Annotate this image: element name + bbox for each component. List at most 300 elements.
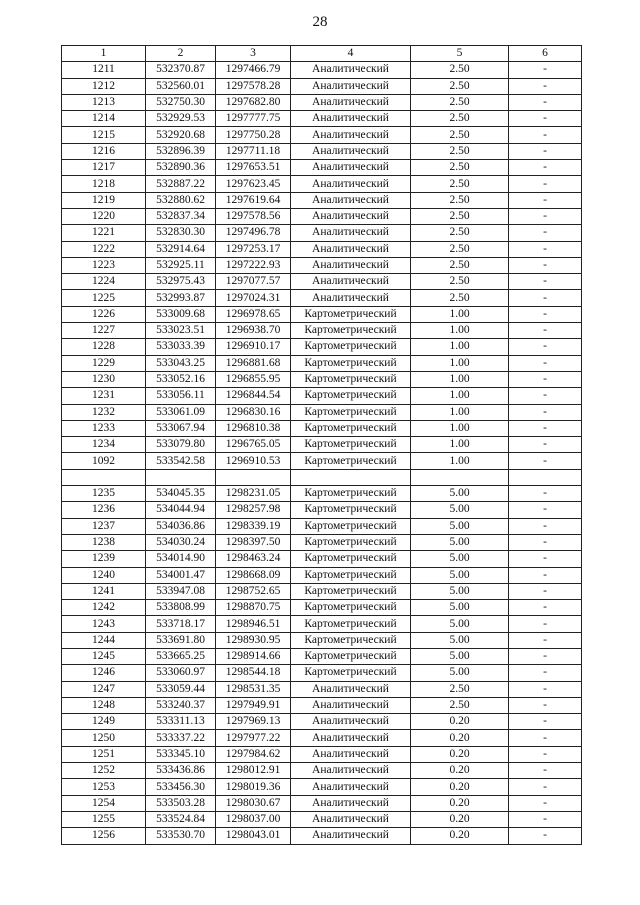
table-row — [62, 551, 582, 567]
x-coordinate-cell: 532896.39 — [146, 143, 216, 159]
accuracy-cell: 0.20 — [411, 828, 509, 844]
point-number-cell: 1253 — [62, 779, 146, 795]
table-row — [62, 355, 582, 371]
coordinates-table — [61, 45, 582, 845]
accuracy-cell: 5.00 — [411, 648, 509, 664]
accuracy-cell — [411, 469, 509, 485]
x-coordinate-cell: 533060.97 — [146, 665, 216, 681]
method-cell: Картометрический — [291, 306, 411, 322]
accuracy-cell: 2.50 — [411, 160, 509, 176]
accuracy-cell: 2.50 — [411, 127, 509, 143]
note-cell: - — [509, 355, 582, 371]
note-cell: - — [509, 420, 582, 436]
table-header-row — [62, 46, 582, 62]
method-cell: Аналитический — [291, 681, 411, 697]
header-col-5: 5 — [411, 46, 509, 62]
note-cell: - — [509, 241, 582, 257]
table-row — [62, 730, 582, 746]
x-coordinate-cell: 533947.08 — [146, 583, 216, 599]
point-number-cell: 1213 — [62, 94, 146, 110]
accuracy-cell: 2.50 — [411, 94, 509, 110]
accuracy-cell: 5.00 — [411, 632, 509, 648]
table-row — [62, 257, 582, 273]
method-cell: Картометрический — [291, 567, 411, 583]
method-cell: Картометрический — [291, 616, 411, 632]
note-cell: - — [509, 306, 582, 322]
table-row — [62, 648, 582, 664]
method-cell: Аналитический — [291, 160, 411, 176]
y-coordinate-cell: 1298930.95 — [216, 632, 291, 648]
note-cell: - — [509, 78, 582, 94]
method-cell: Картометрический — [291, 665, 411, 681]
method-cell: Картометрический — [291, 583, 411, 599]
method-cell: Аналитический — [291, 143, 411, 159]
note-cell: - — [509, 583, 582, 599]
point-number-cell: 1224 — [62, 274, 146, 290]
accuracy-cell: 2.50 — [411, 697, 509, 713]
table-row — [62, 437, 582, 453]
y-coordinate-cell: 1298668.09 — [216, 567, 291, 583]
accuracy-cell: 5.00 — [411, 665, 509, 681]
method-cell: Аналитический — [291, 697, 411, 713]
note-cell: - — [509, 274, 582, 290]
y-coordinate-cell: 1297623.45 — [216, 176, 291, 192]
x-coordinate-cell: 532837.34 — [146, 208, 216, 224]
method-cell: Аналитический — [291, 111, 411, 127]
table-row — [62, 632, 582, 648]
method-cell: Картометрический — [291, 420, 411, 436]
header-col-6: 6 — [509, 46, 582, 62]
point-number-cell: 1238 — [62, 534, 146, 550]
point-number-cell: 1223 — [62, 257, 146, 273]
method-cell: Аналитический — [291, 241, 411, 257]
point-number-cell: 1211 — [62, 62, 146, 78]
point-number-cell: 1215 — [62, 127, 146, 143]
table-row — [62, 746, 582, 762]
y-coordinate-cell: 1298019.36 — [216, 779, 291, 795]
table-row — [62, 127, 582, 143]
table-body — [62, 62, 582, 844]
point-number-cell: 1244 — [62, 632, 146, 648]
point-number-cell — [62, 469, 146, 485]
note-cell: - — [509, 567, 582, 583]
point-number-cell: 1231 — [62, 388, 146, 404]
point-number-cell: 1245 — [62, 648, 146, 664]
table-row — [62, 420, 582, 436]
method-cell: Картометрический — [291, 600, 411, 616]
table-row — [62, 681, 582, 697]
accuracy-cell: 2.50 — [411, 225, 509, 241]
accuracy-cell: 2.50 — [411, 192, 509, 208]
x-coordinate-cell: 533345.10 — [146, 746, 216, 762]
point-number-cell: 1241 — [62, 583, 146, 599]
accuracy-cell: 0.20 — [411, 730, 509, 746]
accuracy-cell: 1.00 — [411, 339, 509, 355]
header-col-1: 1 — [62, 46, 146, 62]
method-cell: Картометрический — [291, 453, 411, 469]
point-number-cell: 1233 — [62, 420, 146, 436]
y-coordinate-cell: 1297619.64 — [216, 192, 291, 208]
x-coordinate-cell: 532975.43 — [146, 274, 216, 290]
note-cell: - — [509, 665, 582, 681]
table-row — [62, 453, 582, 469]
point-number-cell: 1248 — [62, 697, 146, 713]
x-coordinate-cell: 534036.86 — [146, 518, 216, 534]
point-number-cell: 1230 — [62, 371, 146, 387]
x-coordinate-cell: 534044.94 — [146, 502, 216, 518]
note-cell: - — [509, 339, 582, 355]
page-number: 28 — [312, 14, 328, 30]
method-cell: Аналитический — [291, 78, 411, 94]
accuracy-cell: 2.50 — [411, 143, 509, 159]
x-coordinate-cell: 533665.25 — [146, 648, 216, 664]
y-coordinate-cell: 1298752.65 — [216, 583, 291, 599]
method-cell: Картометрический — [291, 339, 411, 355]
method-cell: Аналитический — [291, 828, 411, 844]
note-cell: - — [509, 518, 582, 534]
table-row — [62, 208, 582, 224]
table-row — [62, 567, 582, 583]
method-cell: Аналитический — [291, 62, 411, 78]
table-row — [62, 828, 582, 844]
x-coordinate-cell: 532887.22 — [146, 176, 216, 192]
accuracy-cell: 1.00 — [411, 420, 509, 436]
y-coordinate-cell: 1298544.18 — [216, 665, 291, 681]
point-number-cell: 1225 — [62, 290, 146, 306]
point-number-cell: 1228 — [62, 339, 146, 355]
table-row — [62, 225, 582, 241]
y-coordinate-cell: 1298030.67 — [216, 795, 291, 811]
y-coordinate-cell: 1298463.24 — [216, 551, 291, 567]
note-cell: - — [509, 437, 582, 453]
point-number-cell: 1250 — [62, 730, 146, 746]
y-coordinate-cell: 1298231.05 — [216, 486, 291, 502]
method-cell: Картометрический — [291, 388, 411, 404]
table-row — [62, 241, 582, 257]
accuracy-cell: 5.00 — [411, 502, 509, 518]
x-coordinate-cell: 532560.01 — [146, 78, 216, 94]
table-row — [62, 339, 582, 355]
note-cell: - — [509, 502, 582, 518]
note-cell: - — [509, 111, 582, 127]
table-row — [62, 502, 582, 518]
note-cell: - — [509, 681, 582, 697]
note-cell: - — [509, 811, 582, 827]
x-coordinate-cell: 533067.94 — [146, 420, 216, 436]
method-cell: Аналитический — [291, 225, 411, 241]
note-cell: - — [509, 648, 582, 664]
y-coordinate-cell: 1296810.38 — [216, 420, 291, 436]
accuracy-cell: 0.20 — [411, 795, 509, 811]
y-coordinate-cell: 1297466.79 — [216, 62, 291, 78]
accuracy-cell: 0.20 — [411, 714, 509, 730]
method-cell: Аналитический — [291, 94, 411, 110]
accuracy-cell: 5.00 — [411, 534, 509, 550]
note-cell: - — [509, 257, 582, 273]
method-cell: Аналитический — [291, 763, 411, 779]
accuracy-cell: 2.50 — [411, 176, 509, 192]
y-coordinate-cell: 1298012.91 — [216, 763, 291, 779]
y-coordinate-cell: 1297777.75 — [216, 111, 291, 127]
method-cell: Картометрический — [291, 323, 411, 339]
accuracy-cell: 2.50 — [411, 290, 509, 306]
method-cell: Аналитический — [291, 811, 411, 827]
y-coordinate-cell — [216, 469, 291, 485]
accuracy-cell: 1.00 — [411, 453, 509, 469]
x-coordinate-cell: 533052.16 — [146, 371, 216, 387]
x-coordinate-cell: 533436.86 — [146, 763, 216, 779]
note-cell: - — [509, 323, 582, 339]
table-row — [62, 290, 582, 306]
method-cell: Картометрический — [291, 371, 411, 387]
accuracy-cell: 2.50 — [411, 78, 509, 94]
y-coordinate-cell: 1297984.62 — [216, 746, 291, 762]
note-cell: - — [509, 404, 582, 420]
y-coordinate-cell: 1297682.80 — [216, 94, 291, 110]
accuracy-cell: 0.20 — [411, 779, 509, 795]
x-coordinate-cell: 532920.68 — [146, 127, 216, 143]
x-coordinate-cell: 533808.99 — [146, 600, 216, 616]
table-row — [62, 600, 582, 616]
y-coordinate-cell: 1296855.95 — [216, 371, 291, 387]
x-coordinate-cell: 533691.80 — [146, 632, 216, 648]
x-coordinate-cell: 533061.09 — [146, 404, 216, 420]
table-row — [62, 323, 582, 339]
table-row — [62, 469, 582, 485]
accuracy-cell: 2.50 — [411, 241, 509, 257]
y-coordinate-cell: 1296881.68 — [216, 355, 291, 371]
note-cell: - — [509, 632, 582, 648]
accuracy-cell: 2.50 — [411, 681, 509, 697]
y-coordinate-cell: 1297222.93 — [216, 257, 291, 273]
method-cell: Картометрический — [291, 632, 411, 648]
y-coordinate-cell: 1297024.31 — [216, 290, 291, 306]
x-coordinate-cell: 533240.37 — [146, 697, 216, 713]
table-row — [62, 665, 582, 681]
note-cell: - — [509, 371, 582, 387]
x-coordinate-cell: 533530.70 — [146, 828, 216, 844]
point-number-cell: 1246 — [62, 665, 146, 681]
y-coordinate-cell: 1296830.16 — [216, 404, 291, 420]
point-number-cell: 1256 — [62, 828, 146, 844]
accuracy-cell: 2.50 — [411, 257, 509, 273]
x-coordinate-cell: 532370.87 — [146, 62, 216, 78]
accuracy-cell: 1.00 — [411, 404, 509, 420]
table-row — [62, 697, 582, 713]
method-cell: Аналитический — [291, 714, 411, 730]
method-cell: Аналитический — [291, 208, 411, 224]
y-coordinate-cell: 1298870.75 — [216, 600, 291, 616]
x-coordinate-cell: 534014.90 — [146, 551, 216, 567]
point-number-cell: 1251 — [62, 746, 146, 762]
note-cell: - — [509, 290, 582, 306]
y-coordinate-cell: 1298531.35 — [216, 681, 291, 697]
y-coordinate-cell: 1296765.05 — [216, 437, 291, 453]
x-coordinate-cell: 532914.64 — [146, 241, 216, 257]
x-coordinate-cell: 533023.51 — [146, 323, 216, 339]
method-cell: Аналитический — [291, 746, 411, 762]
y-coordinate-cell: 1298037.00 — [216, 811, 291, 827]
note-cell: - — [509, 176, 582, 192]
y-coordinate-cell: 1297949.91 — [216, 697, 291, 713]
x-coordinate-cell: 532880.62 — [146, 192, 216, 208]
accuracy-cell: 2.50 — [411, 111, 509, 127]
note-cell: - — [509, 697, 582, 713]
table-row — [62, 371, 582, 387]
method-cell: Аналитический — [291, 257, 411, 273]
y-coordinate-cell: 1297578.28 — [216, 78, 291, 94]
point-number-cell: 1252 — [62, 763, 146, 779]
x-coordinate-cell — [146, 469, 216, 485]
method-cell: Аналитический — [291, 290, 411, 306]
x-coordinate-cell: 534030.24 — [146, 534, 216, 550]
point-number-cell: 1214 — [62, 111, 146, 127]
accuracy-cell: 2.50 — [411, 208, 509, 224]
note-cell: - — [509, 127, 582, 143]
note-cell: - — [509, 534, 582, 550]
note-cell: - — [509, 828, 582, 844]
table-row — [62, 94, 582, 110]
table-row — [62, 811, 582, 827]
note-cell: - — [509, 225, 582, 241]
x-coordinate-cell: 533059.44 — [146, 681, 216, 697]
table-row — [62, 486, 582, 502]
table-row — [62, 160, 582, 176]
note-cell: - — [509, 143, 582, 159]
point-number-cell: 1240 — [62, 567, 146, 583]
note-cell — [509, 469, 582, 485]
note-cell: - — [509, 94, 582, 110]
accuracy-cell: 1.00 — [411, 388, 509, 404]
note-cell: - — [509, 730, 582, 746]
table-row — [62, 795, 582, 811]
method-cell: Картометрический — [291, 502, 411, 518]
y-coordinate-cell: 1297077.57 — [216, 274, 291, 290]
y-coordinate-cell: 1296910.53 — [216, 453, 291, 469]
point-number-cell: 1092 — [62, 453, 146, 469]
table-row — [62, 176, 582, 192]
point-number-cell: 1237 — [62, 518, 146, 534]
point-number-cell: 1235 — [62, 486, 146, 502]
point-number-cell: 1254 — [62, 795, 146, 811]
note-cell: - — [509, 714, 582, 730]
y-coordinate-cell: 1297653.51 — [216, 160, 291, 176]
x-coordinate-cell: 532929.53 — [146, 111, 216, 127]
accuracy-cell: 0.20 — [411, 763, 509, 779]
note-cell: - — [509, 160, 582, 176]
x-coordinate-cell: 533079.80 — [146, 437, 216, 453]
x-coordinate-cell: 533043.25 — [146, 355, 216, 371]
point-number-cell: 1217 — [62, 160, 146, 176]
x-coordinate-cell: 533524.84 — [146, 811, 216, 827]
table-row — [62, 404, 582, 420]
note-cell: - — [509, 551, 582, 567]
method-cell: Картометрический — [291, 486, 411, 502]
note-cell: - — [509, 62, 582, 78]
point-number-cell: 1212 — [62, 78, 146, 94]
y-coordinate-cell: 1296978.65 — [216, 306, 291, 322]
method-cell: Картометрический — [291, 518, 411, 534]
method-cell: Картометрический — [291, 551, 411, 567]
accuracy-cell: 1.00 — [411, 437, 509, 453]
method-cell: Аналитический — [291, 192, 411, 208]
point-number-cell: 1219 — [62, 192, 146, 208]
x-coordinate-cell: 533311.13 — [146, 714, 216, 730]
x-coordinate-cell: 532750.30 — [146, 94, 216, 110]
method-cell — [291, 469, 411, 485]
point-number-cell: 1216 — [62, 143, 146, 159]
x-coordinate-cell: 534045.35 — [146, 486, 216, 502]
point-number-cell: 1234 — [62, 437, 146, 453]
x-coordinate-cell: 533033.39 — [146, 339, 216, 355]
accuracy-cell: 1.00 — [411, 371, 509, 387]
table-row — [62, 779, 582, 795]
y-coordinate-cell: 1298043.01 — [216, 828, 291, 844]
table-row — [62, 192, 582, 208]
x-coordinate-cell: 532830.30 — [146, 225, 216, 241]
note-cell: - — [509, 779, 582, 795]
table-row — [62, 274, 582, 290]
y-coordinate-cell: 1298914.66 — [216, 648, 291, 664]
point-number-cell: 1232 — [62, 404, 146, 420]
note-cell: - — [509, 746, 582, 762]
y-coordinate-cell: 1298946.51 — [216, 616, 291, 632]
method-cell: Аналитический — [291, 274, 411, 290]
accuracy-cell: 1.00 — [411, 355, 509, 371]
note-cell: - — [509, 453, 582, 469]
header-col-3: 3 — [216, 46, 291, 62]
table-row — [62, 62, 582, 78]
x-coordinate-cell: 532993.87 — [146, 290, 216, 306]
accuracy-cell: 2.50 — [411, 62, 509, 78]
point-number-cell: 1226 — [62, 306, 146, 322]
table-row — [62, 616, 582, 632]
table-row — [62, 518, 582, 534]
y-coordinate-cell: 1297977.22 — [216, 730, 291, 746]
table-row — [62, 78, 582, 94]
accuracy-cell: 5.00 — [411, 518, 509, 534]
point-number-cell: 1222 — [62, 241, 146, 257]
table-row — [62, 388, 582, 404]
accuracy-cell: 0.20 — [411, 746, 509, 762]
accuracy-cell: 5.00 — [411, 616, 509, 632]
method-cell: Аналитический — [291, 176, 411, 192]
y-coordinate-cell: 1296844.54 — [216, 388, 291, 404]
header-col-2: 2 — [146, 46, 216, 62]
y-coordinate-cell: 1298397.50 — [216, 534, 291, 550]
table-row — [62, 763, 582, 779]
method-cell: Аналитический — [291, 795, 411, 811]
accuracy-cell: 5.00 — [411, 486, 509, 502]
x-coordinate-cell: 533718.17 — [146, 616, 216, 632]
y-coordinate-cell: 1297711.18 — [216, 143, 291, 159]
y-coordinate-cell: 1298257.98 — [216, 502, 291, 518]
x-coordinate-cell: 533542.58 — [146, 453, 216, 469]
table-row — [62, 111, 582, 127]
y-coordinate-cell: 1297578.56 — [216, 208, 291, 224]
point-number-cell: 1236 — [62, 502, 146, 518]
note-cell: - — [509, 763, 582, 779]
y-coordinate-cell: 1297969.13 — [216, 714, 291, 730]
point-number-cell: 1221 — [62, 225, 146, 241]
note-cell: - — [509, 486, 582, 502]
point-number-cell: 1227 — [62, 323, 146, 339]
method-cell: Картометрический — [291, 355, 411, 371]
y-coordinate-cell: 1296938.70 — [216, 323, 291, 339]
accuracy-cell: 0.20 — [411, 811, 509, 827]
accuracy-cell: 5.00 — [411, 567, 509, 583]
x-coordinate-cell: 533009.68 — [146, 306, 216, 322]
